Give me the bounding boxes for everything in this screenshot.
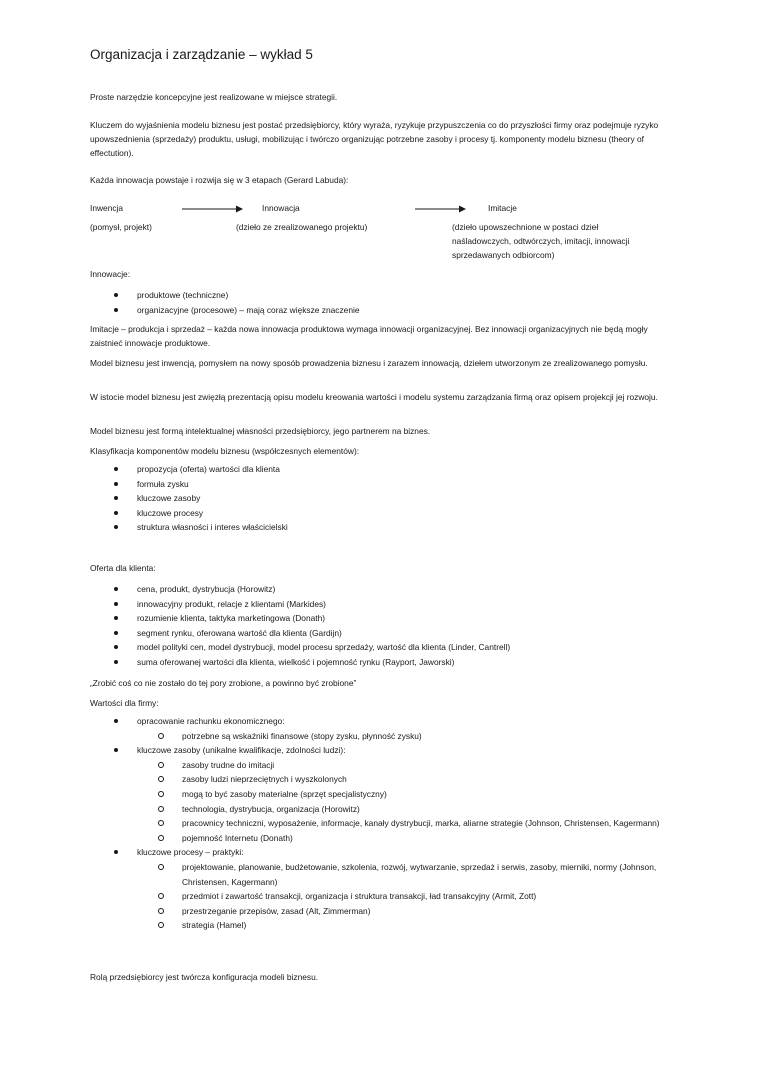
closing-paragraph: Rolą przedsiębiorcy jest twórcza konfiguracja modeli biznesu. xyxy=(90,972,319,982)
list-item xyxy=(90,714,680,743)
list-item: struktura własności i interes właścicielski xyxy=(90,520,680,535)
sublist-item: zasoby trudne do imitacji xyxy=(137,758,680,773)
sublist xyxy=(137,758,680,846)
list-item: organizacyjne (procesowe) – mają coraz większe znaczenie xyxy=(90,303,680,318)
list-item: kluczowe procesy xyxy=(90,506,680,521)
list-item: cena, produkt, dystrybucja (Horowitz) xyxy=(90,582,680,597)
paragraph-intro: Proste narzędzie koncepcyjne jest realizowane w miejsce strategii. xyxy=(90,92,338,102)
sublist-item: przedmiot i zawartość transakcji, organizacja i struktura transakcji, ład transakcyjny (Armit, Zott) xyxy=(137,889,680,904)
innovations-list xyxy=(90,288,680,317)
firm-values-list xyxy=(90,714,680,933)
list-item xyxy=(90,743,680,845)
list-item-label: kluczowe zasoby (unikalne kwalifikacje, zdolności ludzi): xyxy=(137,745,346,756)
list-item: rozumienie klienta, taktyka marketingowa (Donath) xyxy=(90,611,680,626)
sublist-item: potrzebne są wskaźniki finansowe (stopy zysku, płynność zysku) xyxy=(137,729,680,744)
list-item: produktowe (techniczne) xyxy=(90,288,680,303)
sublist xyxy=(137,729,680,744)
sublist-item: zasoby ludzi nieprzeciętnych i wyszkolonych xyxy=(137,772,680,787)
stage-imitation-label: Imitacje xyxy=(488,203,517,213)
sublist xyxy=(137,860,680,933)
stage-imitation-desc: (dzieło upowszechnione w postaci dzieł naśladowczych, odtwórczych, imitacji, innowacji sprzedawanych odbiorcom) xyxy=(452,222,630,261)
paragraph-classification: Klasyfikacja komponentów modelu biznesu (współczesnych elementów): xyxy=(90,446,360,456)
sublist-item: przestrzeganie przepisów, zasad (Alt, Zimmerman) xyxy=(137,904,680,919)
quote: „Zrobić coś co nie zostało do tej pory zrobione, a powinno być zrobione” xyxy=(90,678,357,688)
firm-heading: Wartości dla firmy: xyxy=(90,698,159,708)
list-item: propozycja (oferta) wartości dla klienta xyxy=(90,462,680,477)
list-item xyxy=(90,845,680,933)
innovations-heading: Innowacje: xyxy=(90,269,131,279)
list-item-label: opracowanie rachunku ekonomicznego: xyxy=(137,716,285,726)
list-item: innowacyjny produkt, relacje z klientami (Markides) xyxy=(90,597,680,612)
list-item: kluczowe zasoby xyxy=(90,491,680,506)
sublist-item: pracownicy techniczni, wyposażenie, informacje, kanały dystrybucji, marka, aliarne strategie (Johnson, Christensen, Kagermann) xyxy=(137,816,680,831)
list-item: segment rynku, oferowana wartość dla klienta (Gardijn) xyxy=(90,626,680,641)
list-item: suma oferowanej wartości dla klienta, wielkość i pojemność rynku (Rayport, Jaworski) xyxy=(90,655,680,670)
arrow-right-icon xyxy=(415,204,467,214)
sublist-item: mogą to być zasoby materialne (sprzęt specjalistyczny) xyxy=(137,787,680,802)
sublist-item: pojemność Internetu (Donath) xyxy=(137,831,680,846)
sublist-item: projektowanie, planowanie, budżetowanie, szkolenia, rozwój, wytwarzanie, sprzedaż i serwis, zasoby, mierniki, normy (Johnson, Christensen, Kagermann) xyxy=(137,860,680,889)
sublist-item: technologia, dystrybucja, organizacja (Horowitz) xyxy=(137,802,680,817)
offer-list xyxy=(90,582,680,670)
list-item: model polityki cen, model dystrybucji, model procesu sprzedaży, wartość dla klienta (Linder, Cantrell) xyxy=(90,640,680,655)
offer-heading: Oferta dla klienta: xyxy=(90,563,156,573)
sublist-item: strategia (Hamel) xyxy=(137,918,680,933)
list-item-label: kluczowe procesy – praktyki: xyxy=(137,847,244,858)
paragraph-imitations: Imitacje – produkcja i sprzedaż – każda nowa innowacja produktowa wymaga innowacji organizacyjnej. Bez innowacji organizacyjnych nie będą mogły zaistnieć innowacje produktowe. xyxy=(90,324,648,349)
classification-list xyxy=(90,462,680,535)
list-item: formuła zysku xyxy=(90,477,680,492)
paragraph-three-stages: Każda innowacja powstaje i rozwija się w 3 etapach (Gerard Labuda): xyxy=(90,175,349,185)
stage-innovation-label: Innowacja xyxy=(262,203,300,213)
paragraph-model-essence: W istocie model biznesu jest zwięzłą prezentacją opisu modelu kreowania wartości i modelu systemu zarządzania firmą oraz opisem projekcji jej rozwoju. xyxy=(90,392,658,402)
page-title: Organizacja i zarządzanie – wykład 5 xyxy=(90,47,313,62)
paragraph-model-invention: Model biznesu jest inwencją, pomysłem na nowy sposób prowadzenia biznesu i zarazem innowacją, dziełem utworzonym ze zrealizowanego pomysłu. xyxy=(90,358,648,368)
paragraph-entrepreneur: Kluczem do wyjaśnienia modelu biznesu jest postać przedsiębiorcy, który wyraża, ryzykuje przypuszczenia co do przyszłości firmy oraz podejmuje ryzyko upowszednienia (sprzedaży) produktu, usługi, mobilizując i twórczo organizując potrzebne zasoby i procesy tj. komponenty modelu biznesu (theory of effectution). xyxy=(90,120,659,159)
arrow-right-icon xyxy=(182,204,244,214)
stage-innovation-desc: (dzieło ze zrealizowanego projektu) xyxy=(236,222,368,232)
stage-invention-label: Inwencja xyxy=(90,203,124,213)
paragraph-model-ip: Model biznesu jest formą intelektualnej własności przedsiębiorcy, jego partnerem na biznes. xyxy=(90,426,431,436)
stage-invention-desc: (pomysł, projekt) xyxy=(90,222,152,232)
